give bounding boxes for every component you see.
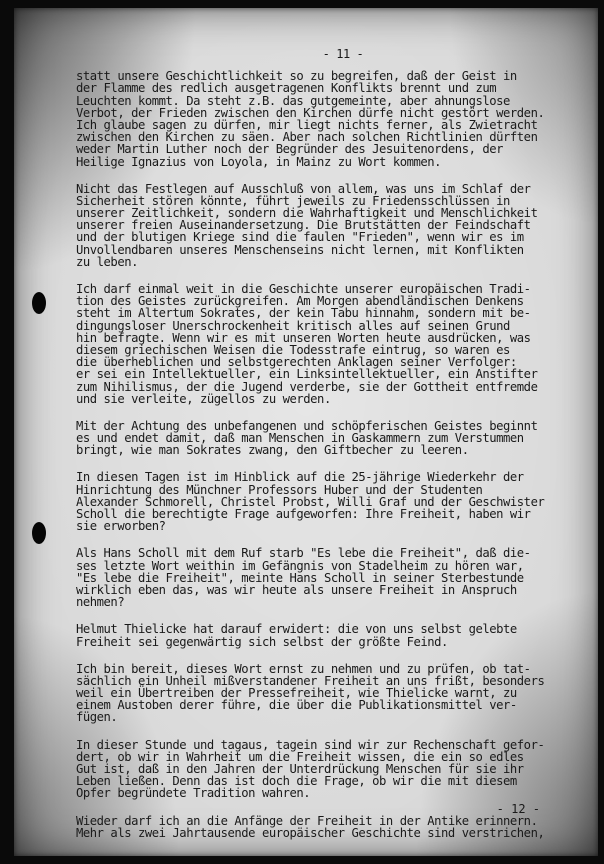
text-line: Mit der Achtung des unbefangenen und schöpferischen Geistes beginnt xyxy=(76,418,538,433)
text-line: statt unsere Geschichtlichkeit so zu begreifen, daß der Geist in xyxy=(76,69,517,84)
paragraph xyxy=(76,420,592,457)
text-line: einem Austoben derer führe, die über die Publikationsmittel ver- xyxy=(76,698,517,713)
text-line: bringt, wie man Sokrates zwang, den Giftbecher zu leeren. xyxy=(76,443,469,458)
text-line: Leben ließen. Denn das ist doch die Frage, ob wir die mit diesem xyxy=(76,774,517,789)
text-line: Nicht das Festlegen auf Ausschluß von allem, was uns im Schlaf der xyxy=(76,181,531,196)
text-line: er sei ein Intellektueller, ein Linksintellektueller, ein Anstifter xyxy=(76,367,538,382)
text-line: nehmen? xyxy=(76,595,125,610)
paragraph xyxy=(76,471,592,532)
footer-page-number: - 12 - xyxy=(496,802,540,816)
text-line: "Es lebe die Freiheit", meinte Hans Scholl in seiner Sterbestunde xyxy=(76,570,524,585)
text-line: Hinrichtung des Münchner Professors Huber und der Studenten xyxy=(76,482,483,497)
text-line: zu leben. xyxy=(76,254,138,269)
text-line: Ich darf einmal weit in die Geschichte unserer europäischen Tradi- xyxy=(76,282,531,297)
text-line: Ich bin bereit, dieses Wort ernst zu nehmen und zu prüfen, ob tat- xyxy=(76,661,531,676)
text-line: dert, ob wir in Wahrheit um die Freiheit wissen, die ein so edles xyxy=(76,749,524,764)
text-line: zwischen den Kirchen zu säen. Aber nach solchen Richtlinien dürften xyxy=(76,130,538,145)
text-line: In dieser Stunde und tagaus, tagein sind wir zur Rechenschaft gefor- xyxy=(76,737,545,752)
text-line: Unvollendbaren unseres Menschenseins nicht lernen, mit Konflikten xyxy=(76,242,524,257)
text-line: sie erworben? xyxy=(76,519,166,534)
text-line: steht im Altertum Sokrates, der kein Tabu hinnahm, sondern mit be- xyxy=(76,306,531,321)
text-line: Alexander Schmorell, Christel Probst, Willi Graf und der Geschwister xyxy=(76,494,545,509)
text-line: Ich glaube sagen zu dürfen, mir liegt nichts ferner, als Zwietracht xyxy=(76,117,538,132)
text-line: In diesen Tagen ist im Hinblick auf die 25-jährige Wiederkehr der xyxy=(76,470,524,485)
paragraph xyxy=(76,623,592,647)
text-line: sächlich ein Unheil mißverstandener Freiheit an uns frißt, besonders xyxy=(76,673,545,688)
text-line: es und endet damit, daß man Menschen in Gaskammern zum Verstummen xyxy=(76,431,524,446)
punch-hole-bottom xyxy=(32,522,46,544)
text-line: Opfer begründete Tradition wahren. xyxy=(76,786,311,801)
text-line: und der blutigen Kriege sind die faulen "Frieden", wenn wir es im xyxy=(76,230,524,245)
text-line: Mehr als zwei Jahrtausende europäischer Geschichte sind verstrichen, xyxy=(76,825,545,840)
text-line: dingungsloser Unerschrockenheit kritisch alles auf seinen Grund xyxy=(76,318,510,333)
paragraph xyxy=(76,183,592,268)
text-line: hin befragte. Wenn wir es mit unseren Worten heute ausdrücken, was xyxy=(76,330,531,345)
paragraph xyxy=(76,663,592,724)
text-line: Wieder darf ich an die Anfänge der Freiheit in der Antike erinnern. xyxy=(76,813,538,828)
paragraph xyxy=(76,547,592,608)
text-line: Verbot, der Frieden zwischen den Kirchen dürfe nicht gestört werden. xyxy=(76,105,545,120)
punch-hole-top xyxy=(32,292,46,314)
text-line: ses letzte Wort weithin im Gefängnis von Stadelheim zu hören war, xyxy=(76,558,524,573)
text-line: Scholl die berechtigte Frage aufgeworfen: Ihre Freiheit, haben wir xyxy=(76,507,531,522)
text-line: Freiheit sei gegenwärtig sich selbst der größte Feind. xyxy=(76,634,448,649)
text-line: tion des Geistes zurückgreifen. Am Morgen abendländischen Denkens xyxy=(76,294,524,309)
paragraph xyxy=(76,815,592,839)
page-number: - 11 - xyxy=(322,47,364,61)
text-line: Als Hans Scholl mit dem Ruf starb "Es lebe die Freiheit", daß die- xyxy=(76,546,531,561)
text-line: Helmut Thielicke hat darauf erwidert: die von uns selbst gelebte xyxy=(76,622,517,637)
text-line: weil ein Übertreiben der Pressefreiheit, wie Thielicke warnt, zu xyxy=(76,686,517,701)
text-line: der Flamme des redlich ausgetragenen Konflikts brennt und zum xyxy=(76,81,497,96)
text-line: Gut ist, daß in den Jahren der Unterdrückung Menschen für sie ihr xyxy=(76,762,524,777)
text-line: weder Martin Luther noch der Begründer des Jesuitenordens, der xyxy=(76,142,504,157)
paragraph-container xyxy=(76,70,592,839)
text-line: fügen. xyxy=(76,710,118,725)
document-page xyxy=(14,8,598,856)
text-line: Sicherheit stören könnte, führt jeweils zu Friedensschlüssen in xyxy=(76,193,510,208)
text-line: Leuchten kommt. Da steht z.B. das gutgemeinte, aber ahnungslose xyxy=(76,93,510,108)
text-line: zum Nihilismus, der die Jugend verderbe, sie der Gottheit entfremde xyxy=(76,379,538,394)
text-line: unserer Zeitlichkeit, sondern die Wahrhaftigkeit und Menschlichkeit xyxy=(76,206,538,221)
paragraph xyxy=(76,283,592,405)
paragraph xyxy=(76,739,592,800)
text-line: die überheblichen und selbstgerechten Anklagen seiner Verfolger: xyxy=(76,355,517,370)
document-body xyxy=(76,48,592,854)
text-line: und sie verleite, zügellos zu werden. xyxy=(76,391,331,406)
text-line: diesem griechischen Weisen die Todesstrafe eintrug, so waren es xyxy=(76,342,510,357)
text-line: wirklich eben das, was wir heute als unsere Freiheit in Anspruch xyxy=(76,582,517,597)
text-line: Heilige Ignazius von Loyola, in Mainz zu Wort kommen. xyxy=(76,154,442,169)
text-line: unserer freien Auseinandersetzung. Die Brutstätten der Feindschaft xyxy=(76,218,531,233)
paragraph xyxy=(76,70,592,168)
